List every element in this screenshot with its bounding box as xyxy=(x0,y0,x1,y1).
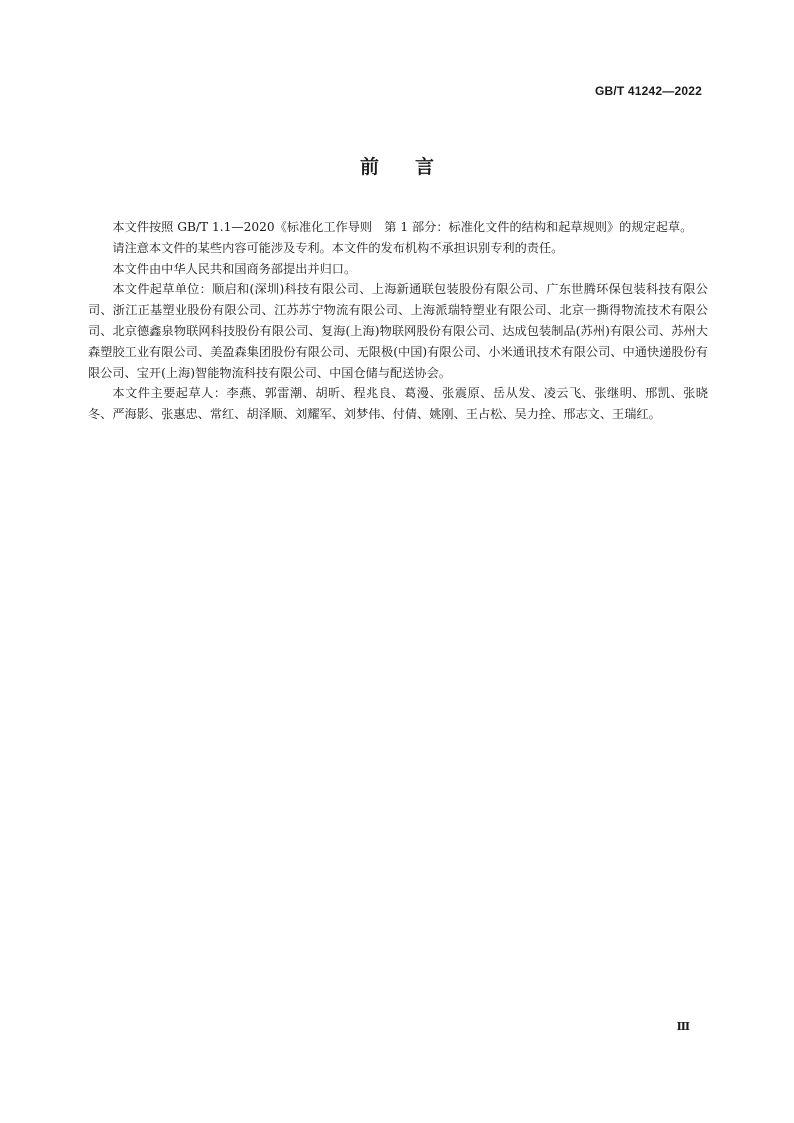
paragraph-drafters: 本文件主要起草人：李燕、郭雷潮、胡昕、程兆良、葛漫、张震原、岳从发、凌云飞、张继明、邢凯、张晓冬、严海影、张惠忠、常红、胡泽顺、刘耀军、刘梦伟、付倩、姚刚、王占松、吴力拴、邢志文、王瑞红。 xyxy=(88,386,708,422)
foreword-body xyxy=(88,217,708,425)
page-number: Ⅲ xyxy=(676,1020,690,1033)
paragraph-drafting-rules: 本文件按照 GB/T 1.1—2020《标准化工作导则 第 1 部分：标准化文件的结构和起草规则》的规定起草。 xyxy=(112,220,693,234)
paragraph-proposer: 本文件由中华人民共和国商务部提出并归口。 xyxy=(112,261,357,276)
standard-code: GB/T 41242—2022 xyxy=(594,84,702,98)
paragraph-drafting-units: 本文件起草单位：顺启和(深圳)科技有限公司、上海新通联包装股份有限公司、广东世腾环保包装科技有限公司、浙江正基塑业股份有限公司、江苏苏宁物流有限公司、上海派瑞特塑业有限公司、北京一撕得物流技术有限公司、北京德鑫泉物联网科技股份有限公司、复海(上海)物联网股份有限公司、达成包装制品(苏州)有限公司、苏州大森塑胶工业有限公司、美盈森集团股份有限公司、无限极(中国)有限公司、小米通讯技术有限公司、中通快递股份有限公司、宝开(上海)智能物流科技有限公司、中国仓储与配送协会。 xyxy=(88,282,708,380)
page-title: 前言 xyxy=(359,156,470,178)
paragraph-patent-notice: 请注意本文件的某些内容可能涉及专利。本文件的发布机构不承担识别专利的责任。 xyxy=(112,240,564,255)
